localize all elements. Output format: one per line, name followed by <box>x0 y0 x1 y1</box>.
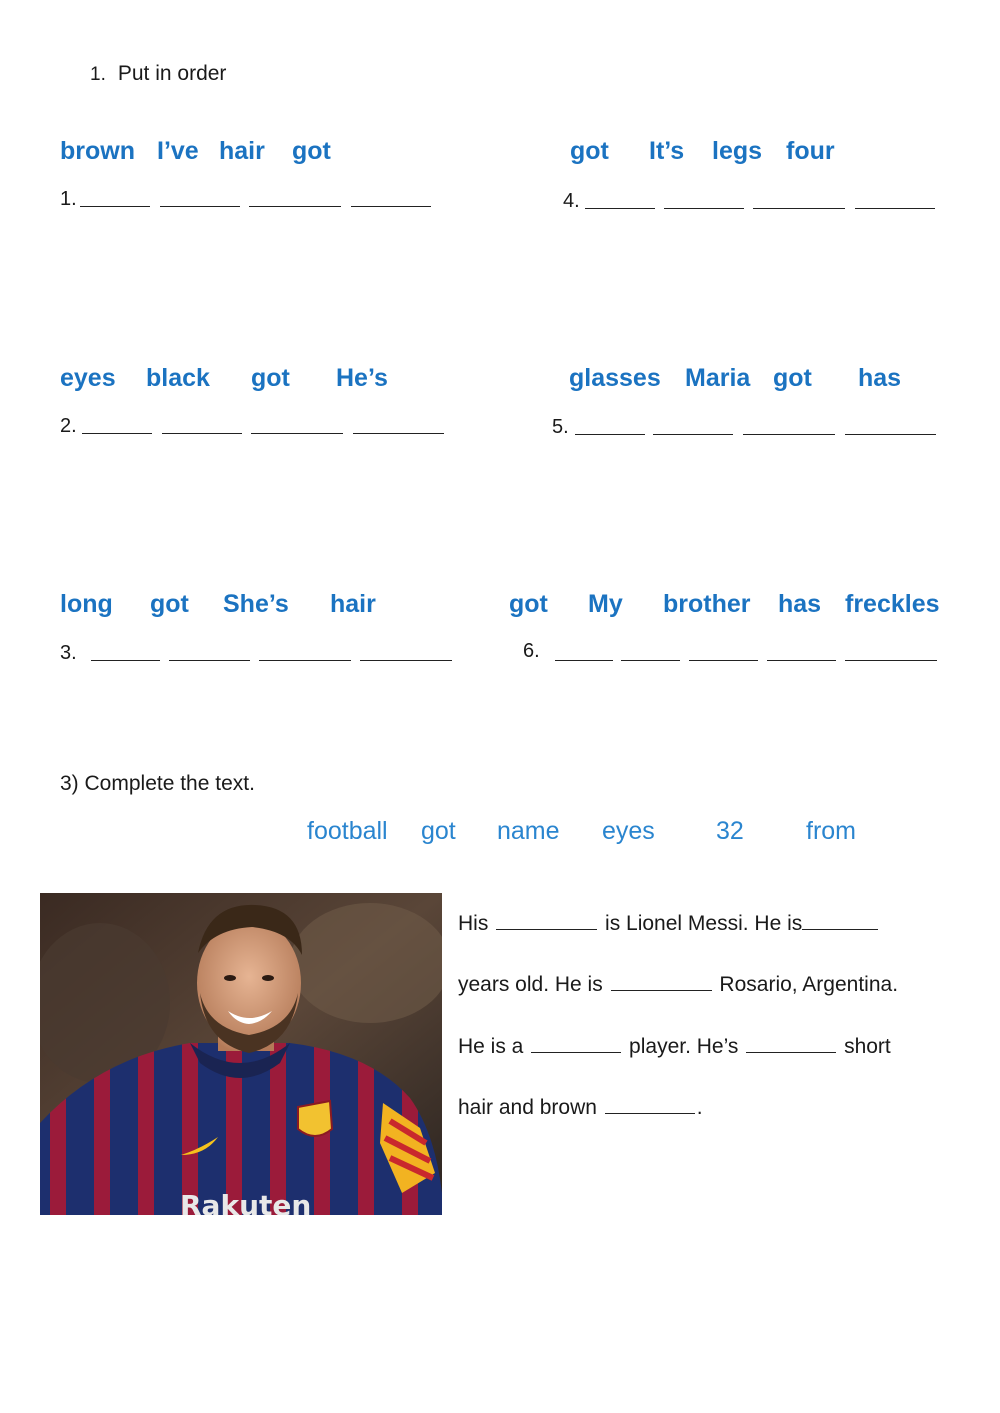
word-tile: My <box>588 590 623 618</box>
section-1-heading-text: Put in order <box>117 62 227 85</box>
answer-blank[interactable] <box>160 206 240 207</box>
word-tile: four <box>786 137 835 165</box>
word-bank-item: eyes <box>602 817 655 845</box>
word-tile: got <box>251 364 290 392</box>
word-tile: He’s <box>336 364 388 392</box>
answer-blank[interactable] <box>351 206 431 207</box>
answer-blank[interactable] <box>767 660 836 661</box>
word-tile: has <box>778 590 822 618</box>
answer-blank[interactable] <box>585 208 655 209</box>
word-bank-item: football <box>307 817 388 845</box>
item-number: 5. <box>552 416 569 438</box>
answer-blank[interactable] <box>753 208 845 209</box>
section-1-heading <box>90 62 226 86</box>
word-bank-item: from <box>806 817 856 845</box>
answer-blank[interactable] <box>575 434 645 435</box>
answer-blank[interactable] <box>845 434 936 435</box>
word-tile: She’s <box>223 590 289 618</box>
word-tile: hair <box>219 137 265 165</box>
svg-text:Rakuten: Rakuten <box>180 1189 312 1215</box>
answer-blank[interactable] <box>743 434 835 435</box>
answer-blank[interactable] <box>169 660 250 661</box>
answer-blank[interactable] <box>653 434 733 435</box>
text-blank[interactable] <box>496 911 597 930</box>
word-tile: hair <box>330 590 376 618</box>
word-tile: got <box>292 137 331 165</box>
word-tile: eyes <box>60 364 116 392</box>
word-tile: black <box>146 364 210 392</box>
word-tile: got <box>509 590 548 618</box>
item-number: 6. <box>523 640 540 662</box>
word-tile: got <box>570 137 609 165</box>
answer-blank[interactable] <box>689 660 758 661</box>
word-tile: legs <box>712 137 763 165</box>
answer-blank[interactable] <box>249 206 341 207</box>
word-tile: glasses <box>569 364 661 392</box>
answer-blank[interactable] <box>251 433 343 434</box>
answer-blank[interactable] <box>162 433 242 434</box>
text-blank[interactable] <box>605 1095 695 1114</box>
answer-blank[interactable] <box>82 433 152 434</box>
item-number: 4. <box>563 190 580 212</box>
answer-blank[interactable] <box>555 660 613 661</box>
answer-blank[interactable] <box>80 206 150 207</box>
answer-blank[interactable] <box>664 208 744 209</box>
player-photo <box>40 893 442 1215</box>
item-number: 3. <box>60 642 77 664</box>
text-line-1: His is Lionel Messi. He is <box>458 911 880 936</box>
text-blank[interactable] <box>611 972 712 991</box>
word-tile: has <box>858 364 902 392</box>
word-tile: brown <box>60 137 135 165</box>
text-blank[interactable] <box>802 911 878 930</box>
text-blank[interactable] <box>746 1034 836 1053</box>
answer-blank[interactable] <box>91 660 160 661</box>
answer-blank[interactable] <box>360 660 452 661</box>
word-tile: freckles <box>845 590 940 618</box>
section-1-heading-number: 1. <box>90 64 106 85</box>
answer-blank[interactable] <box>621 660 680 661</box>
item-number: 1. <box>60 188 77 210</box>
word-tile: long <box>60 590 113 618</box>
answer-blank[interactable] <box>855 208 935 209</box>
text-blank[interactable] <box>531 1034 621 1053</box>
word-tile: I’ve <box>157 137 199 165</box>
text-line-3: He is a player. He’s short <box>458 1035 891 1058</box>
section-3-heading: 3) Complete the text. <box>60 772 255 795</box>
word-bank-item: name <box>497 817 560 845</box>
word-tile: got <box>150 590 189 618</box>
answer-blank[interactable] <box>845 660 937 661</box>
word-bank-item: got <box>421 817 456 845</box>
word-bank-item: 32 <box>716 817 744 845</box>
word-tile: Maria <box>685 364 751 392</box>
word-tile: brother <box>663 590 751 618</box>
word-tile: got <box>773 364 812 392</box>
item-number: 2. <box>60 415 77 437</box>
text-line-4: hair and brown . <box>458 1096 703 1119</box>
word-tile: It’s <box>649 137 685 165</box>
text-line-2: years old. He is Rosario, Argentina. <box>458 973 899 996</box>
answer-blank[interactable] <box>353 433 444 434</box>
answer-blank[interactable] <box>259 660 351 661</box>
